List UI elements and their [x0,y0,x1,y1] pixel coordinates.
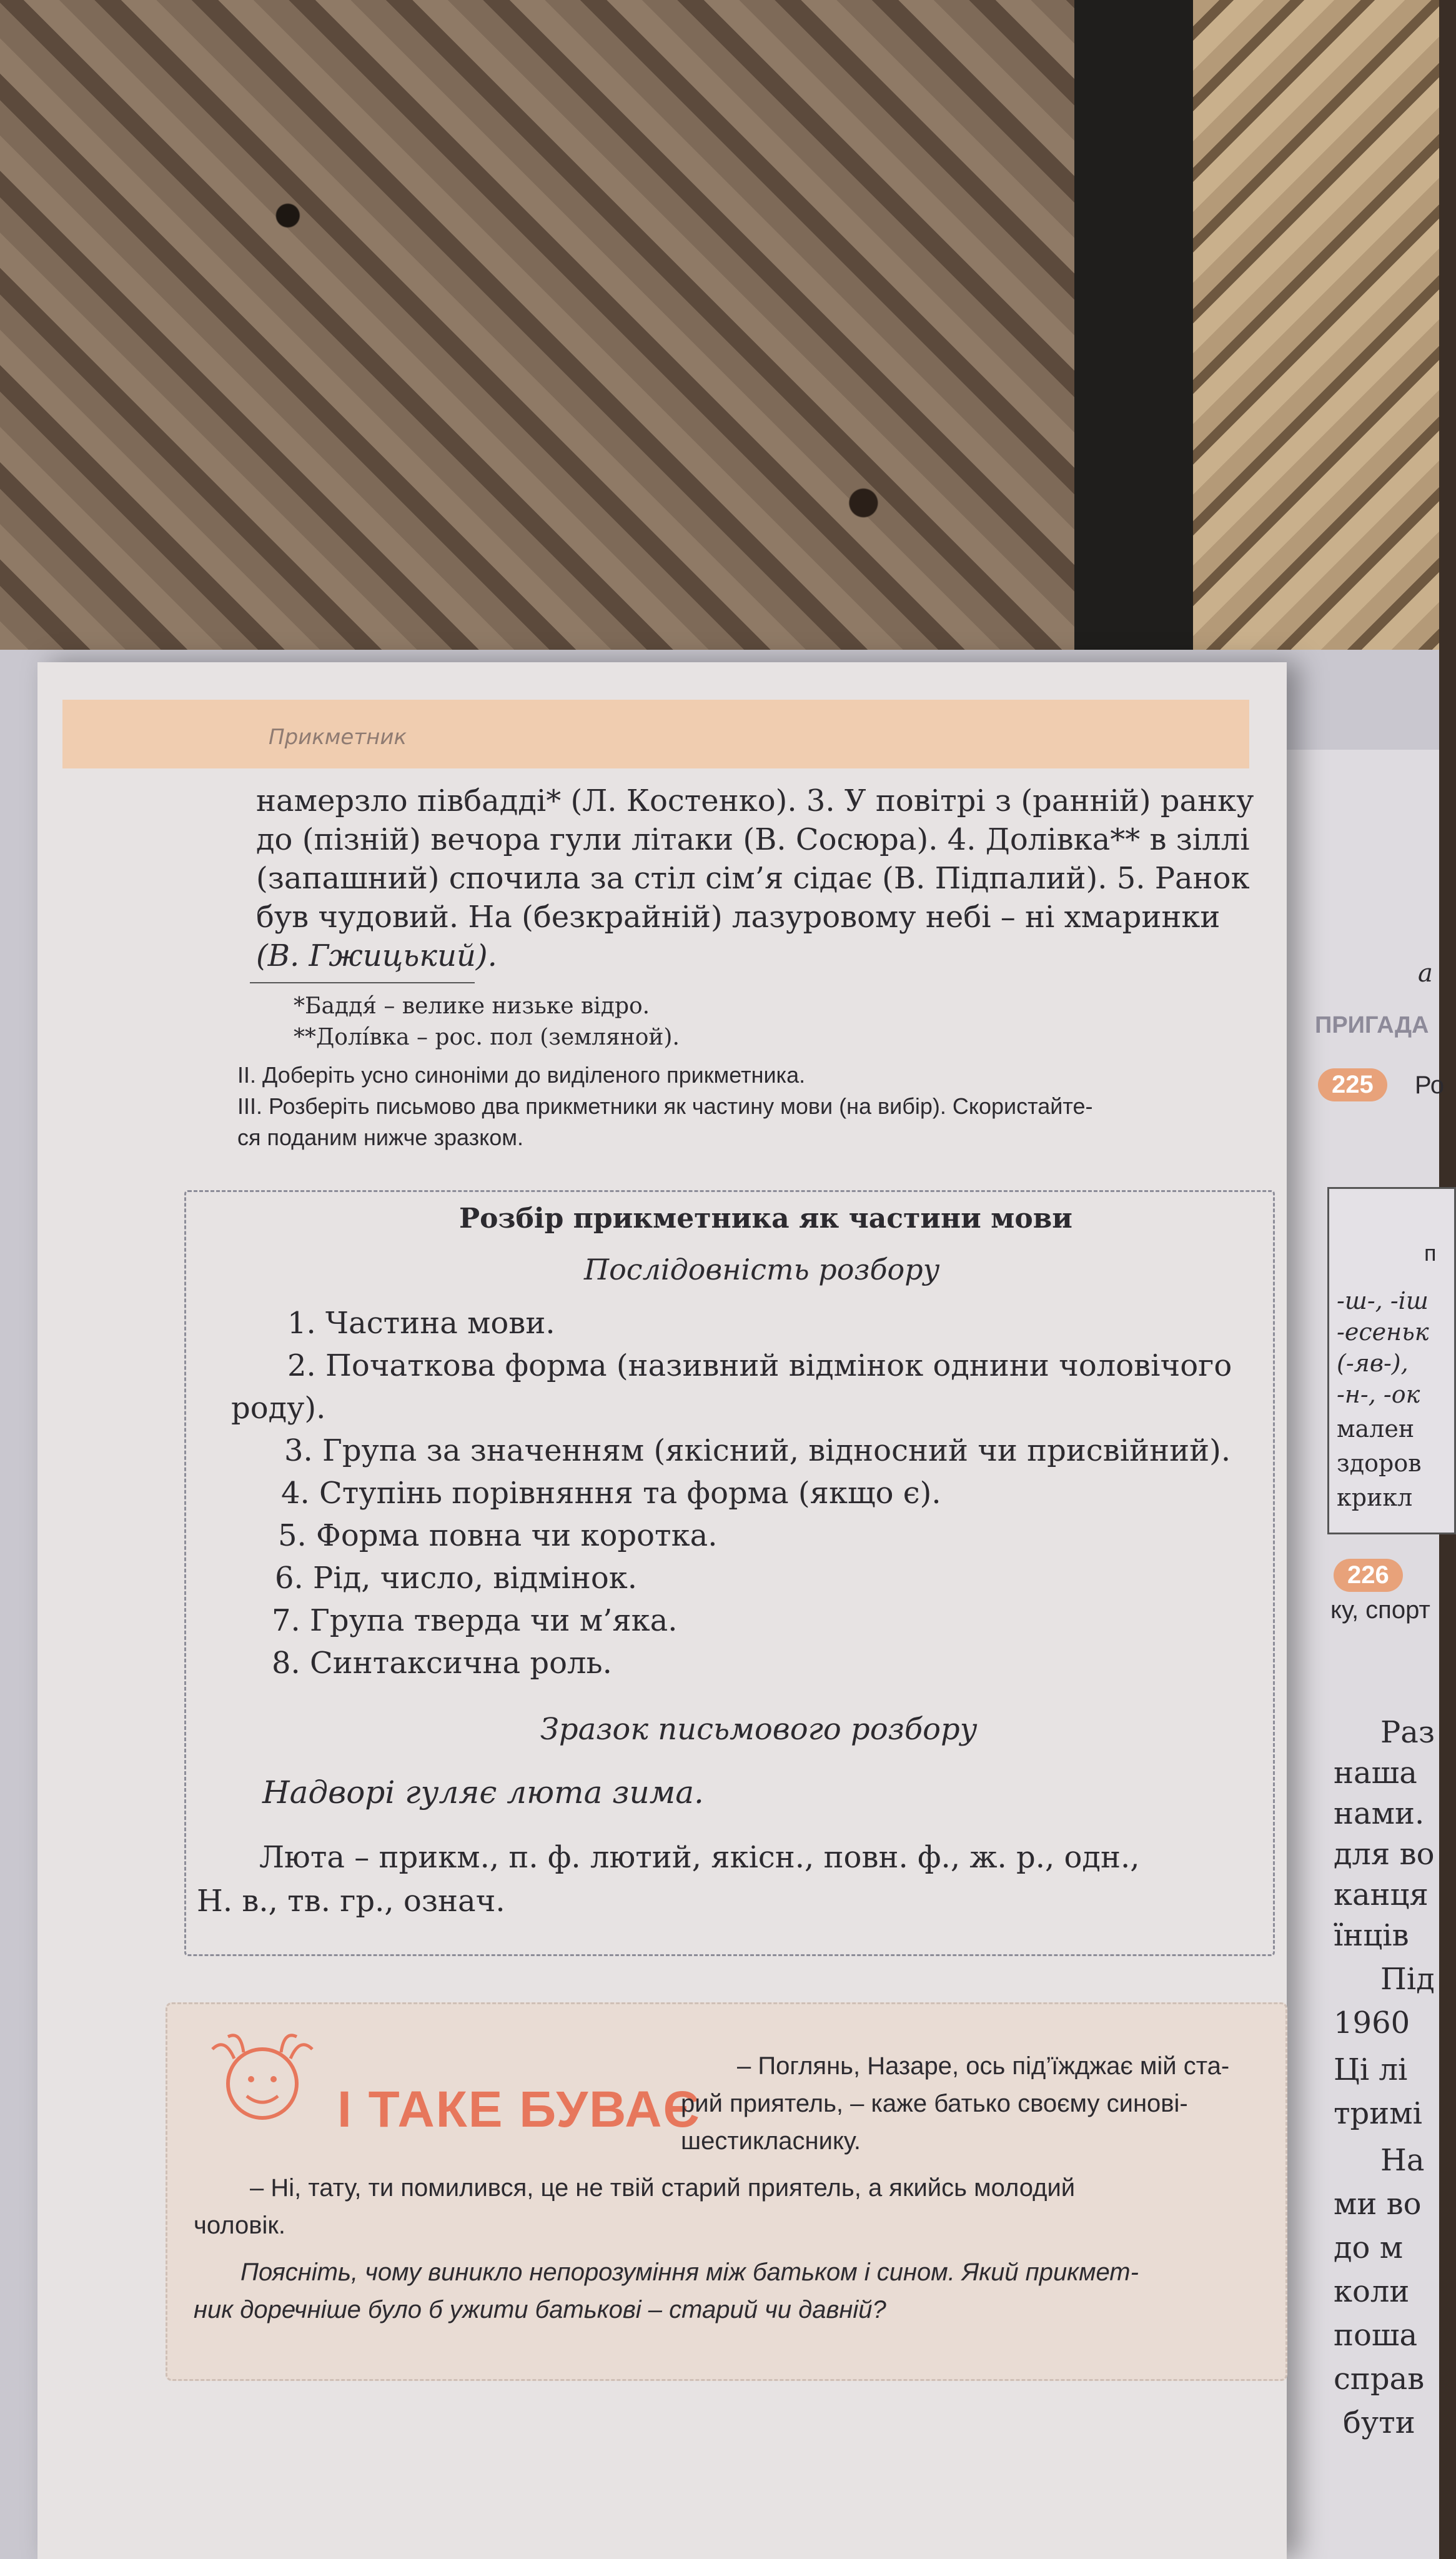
fun-question: ник доречніше було б ужити батькові – старий чи давній? [194,2296,886,2323]
exercise-line: (запашний) спочила за стіл сім’я сідає (В. Підпалий). 5. Ранок [256,861,1250,896]
list-item: 1. Частина мови. [287,1306,555,1341]
task-line: II. Доберіть усно синоніми до виділеного прикметника. [237,1062,806,1088]
list-item: 8. Синтаксична роль. [272,1646,612,1681]
task-line: III. Розберіть письмово два прикметники як частину мови (на вибір). Скористайте- [237,1093,1093,1119]
exercise-number-badge: 226 [1334,1559,1403,1592]
right-heading: ПРИГАДА [1315,1012,1429,1038]
sample-sentence: Надворі гуляє люта зима. [262,1774,704,1811]
task-line: ся поданим нижче зразком. [237,1125,524,1150]
right-line: На [1380,2143,1425,2178]
list-item: роду). [231,1391,326,1426]
table-cell: -н-, -ок [1337,1381,1420,1408]
fun-line: чоловік. [194,2212,285,2239]
footnote: *Баддя́ – велике низьке відро. [294,993,650,1019]
right-fragment: а [1418,959,1433,988]
table-cell: -ш-, -іш [1337,1287,1429,1314]
exercise-number-badge: 225 [1318,1068,1387,1101]
box-title: Розбір прикметника як частини мови [459,1203,1072,1235]
right-line: Ці лі [1334,2052,1408,2087]
right-line: коли [1334,2274,1410,2309]
right-line: канця [1334,1877,1429,1912]
right-line: справ [1334,2362,1425,2397]
exercise-line: намерзло півбадді* (Л. Костенко). 3. У повітрі з (ранній) ранку [256,783,1254,818]
table-cell: -есеньк [1337,1318,1429,1346]
table-cell: (-яв-), [1337,1349,1409,1377]
list-item: 3. Група за значенням (якісний, відносний чи присвійний). [284,1433,1231,1468]
exercise-line: був чудовий. На (безкрайній) лазуровому небі – ні хмаринки [256,900,1221,935]
list-item: 5. Форма повна чи коротка. [278,1518,718,1553]
sample-analysis: Н. в., тв. гр., означ. [197,1884,505,1919]
list-item: 4. Ступінь порівняння та форма (якщо є). [281,1476,941,1511]
table-cell: крикл [1337,1484,1413,1511]
footnote: **Долі́вка – рос. пол (земляной). [294,1025,680,1050]
right-fragment: Ро [1415,1071,1445,1099]
list-item: 6. Рід, число, відмінок. [275,1561,638,1596]
cartoon-face-icon [200,2024,325,2130]
exercise-line: (В. Гжицький). [256,938,497,973]
right-line: Під [1380,1962,1435,1997]
header-band [62,700,1249,768]
table-cell: мален [1337,1415,1415,1443]
fun-line: рий приятель, – каже батько своєму синові- [681,2090,1188,2117]
fun-line: – Ні, тату, ти помилився, це не твій старий приятель, а якийсь молодий [250,2174,1076,2202]
fun-logo: І ТАКЕ БУВАЄ [337,2081,701,2138]
exercise-line: до (пізній) вечора гули літаки (В. Сосюра). 4. Долівка** в зіллі [256,822,1250,857]
right-line: поша [1334,2318,1418,2353]
right-line: наша [1334,1756,1417,1791]
fun-line: – Поглянь, Назаре, ось під’їжджає мій ста- [737,2052,1230,2080]
sample-title: Зразок письмового розбору [540,1712,978,1747]
table-head: п [1424,1240,1437,1266]
right-fragment: ку, спорт [1330,1596,1430,1624]
footnote-rule [250,982,475,983]
fun-line: шестикласнику. [681,2127,861,2155]
right-line: ми во [1334,2187,1422,2222]
list-item: 2. Початкова форма (називний відмінок однини чоловічого [287,1348,1232,1383]
right-line: до м [1334,2230,1404,2265]
right-line: 1960 [1334,2005,1410,2040]
right-line: для во [1334,1837,1435,1872]
list-item: 7. Група тверда чи м’яка. [272,1603,678,1638]
box-subtitle: Послідовність розбору [584,1253,940,1286]
right-line: нами. [1334,1796,1425,1831]
fun-question: Поясніть, чому виникло непорозуміння між батьком і сином. Який прикмет- [240,2258,1139,2286]
right-line: Раз [1380,1715,1435,1750]
table-cell: здоров [1337,1449,1422,1477]
right-line: тримі [1334,2096,1422,2131]
running-head: Прикметник [269,725,407,750]
carpet-stripe [1074,0,1193,687]
right-line: бути [1343,2405,1415,2440]
sample-analysis: Люта – прикм., п. ф. лютий, якісн., повн. ф., ж. р., одн., [259,1840,1140,1875]
right-line: їнців [1334,1918,1409,1953]
